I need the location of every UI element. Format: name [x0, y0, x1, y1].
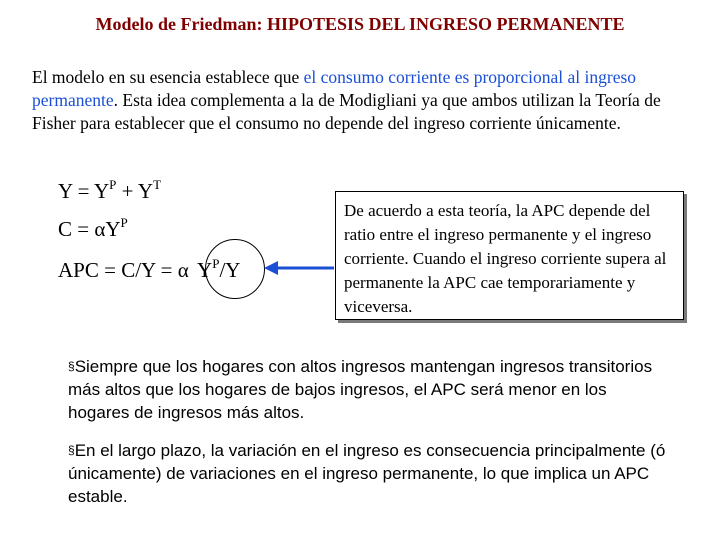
- equation-apc: APC = C/Y = α $Y^P/Y$: [58, 256, 243, 283]
- explanation-callout: De acuerdo a esta teoría, la APC depende del ratio entre el ingreso permanente y el ingreso corriente. Cuando el ingreso corriente supera al permanente la APC cae temporariamente y viceversa.: [335, 191, 684, 320]
- intro-text-start: El modelo en su esencia establece que: [32, 67, 304, 87]
- slide-title: Modelo de Friedman: HIPOTESIS DEL INGRESO PERMANENTE: [95, 14, 625, 34]
- intro-highlight: el consumo corriente es proporcional al ingreso permanente: [32, 67, 637, 110]
- equation-consumption: $C = \alpha Y^P$: [58, 215, 128, 241]
- equation-income: $Y = Y^P + Y^T$: [58, 177, 162, 203]
- intro-paragraph: [32, 66, 692, 135]
- ratio-highlight-circle: [205, 239, 265, 299]
- arrow-left-icon: [264, 258, 336, 278]
- apc-ratio: $Y^P/Y$: [197, 256, 241, 282]
- bullet-item: §Siempre que los hogares con altos ingresos mantengan ingresos transitorios más altos que los hogares de bajos ingresos, el APC será menor en los hogares de ingresos más altos.: [68, 357, 653, 422]
- bullet-marker-icon: §: [68, 443, 75, 457]
- bullet-item: §En el largo plazo, la variación en el ingreso es consecuencia principalmente (ó únicamente) de variaciones en el ingreso permanente, lo que implica un APC estable.: [68, 441, 666, 506]
- bullet-marker-icon: §: [68, 359, 75, 373]
- intro-text-end: . Esta idea complementa a la de Modigliani ya que ambos utilizan la Teoría de Fisher para establecer que el consumo no depende del ingreso corriente únicamente.: [32, 90, 661, 133]
